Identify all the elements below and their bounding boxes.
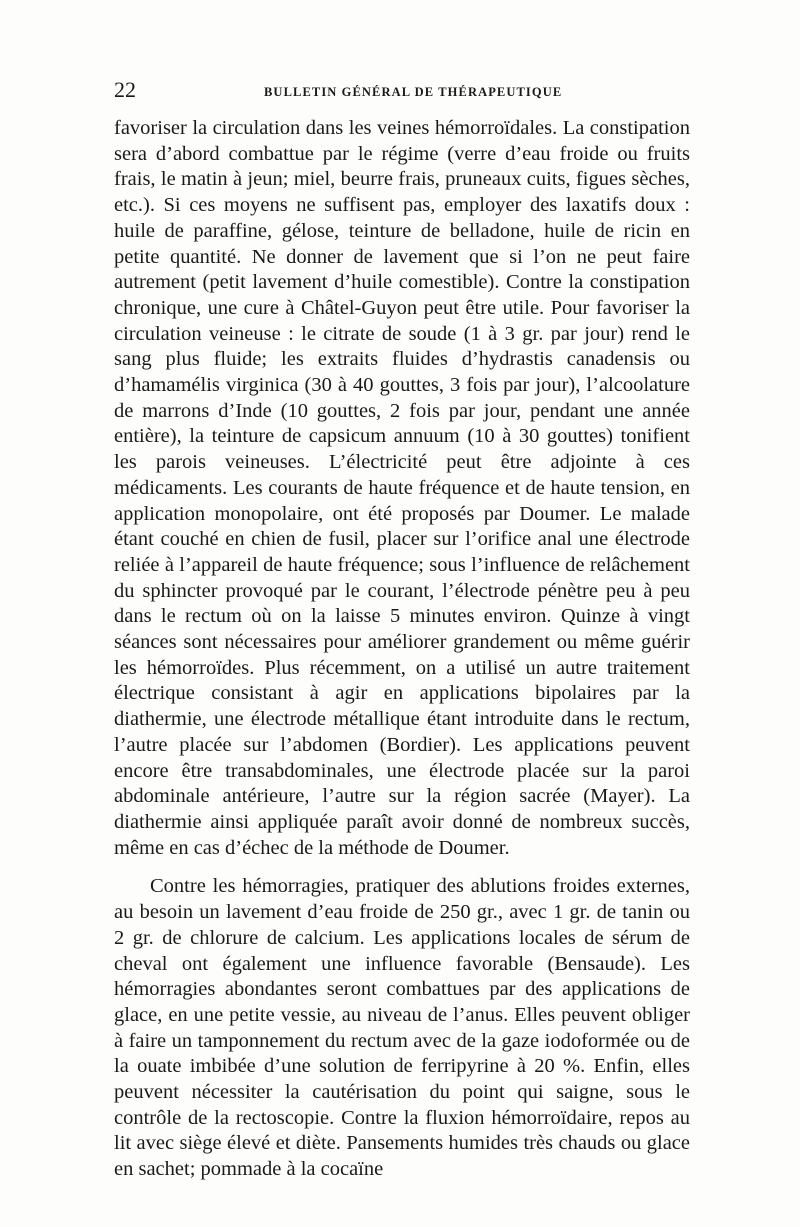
paragraph: Contre les hémorragies, pratiquer des ablutions froides externes, au besoin un lavement d’eau froide de 250 gr., avec 1 gr. de tanin ou 2 gr. de chlorure de calcium. Les applications locales de sérum de cheval ont également une influence favorable (Bensaude). Les hémorragies abondantes seront combattues par des applications de glace, en une petite vessie, au niveau de l’anus. Elles peuvent obliger à faire un tamponnement du rectum avec de la gaze iodoformée ou de la ouate imbibée d’une solution de ferripyrine à 20 %. Enfin, elles peuvent nécessiter la cautérisation du point qui saigne, sous le contrôle de la rectoscopie. Contre la fluxion hémorroïdaire, repos au lit avec siège élevé et diète. Pansements humides très chauds ou glace en sachet; pommade à la cocaïne <box>114 875 690 1181</box>
paragraph: favoriser la circulation dans les veines hémorroïdales. La constipation sera d’abord combattue par le régime (verre d’eau froide ou fruits frais, le matin à jeun; miel, beurre frais, pruneaux cuits, figues sèches, etc.). Si ces moyens ne suffisent pas, employer des laxatifs doux : huile de paraffine, gélose, teinture de belladone, huile de ricin en petite quantité. Ne donner de lavement que si l’on ne peut faire autrement (petit lavement d’huile comestible). Contre la constipation chronique, une cure à Châtel-Guyon peut être utile. Pour favoriser la circulation veineuse : le citrate de soude (1 à 3 gr. par jour) rend le sang plus fluide; les extraits fluides d’hydrastis canadensis ou d’hamamélis virginica (30 à 40 gouttes, 3 fois par jour), l’alcoolature de marrons d’Inde (10 gouttes, 2 fois par jour, pendant une année entière), la teinture de capsicum annuum (10 à 30 gouttes) tonifient les parois veineuses. L’électricité peut être adjointe à ces médicaments. Les courants de haute fréquence et de haute tension, en application monopolaire, ont été proposés par Doumer. Le malade étant couché en chien de fusil, placer sur l’orifice anal une électrode reliée à l’appareil de haute fréquence; sous l’influence de relâchement du sphincter provoqué par le courant, l’électrode pénètre peu à peu dans le rectum où on la laisse 5 minutes environ. Quinze à vingt séances sont nécessaires pour améliorer grandement ou même guérir les hémorroïdes. Plus récemment, on a utilisé un autre traitement électrique consistant à agir en applications bipolaires par la diathermie, une électrode métallique étant introduite dans le rectum, l’autre placée sur l’abdomen (Bordier). Les applications peuvent encore être transabdominales, une électrode placée sur la paroi abdominale antérieure, l’autre sur la région sacrée (Mayer). La diathermie ainsi appliquée paraît avoir donné de nombreux succès, même en cas d’échec de la méthode de Doumer. <box>114 117 690 859</box>
body-text <box>114 116 690 1183</box>
page-number: 22 <box>114 77 136 102</box>
journal-title: BULLETIN GÉNÉRAL DE THÉRAPEUTIQUE <box>264 85 563 99</box>
running-header <box>114 76 690 106</box>
